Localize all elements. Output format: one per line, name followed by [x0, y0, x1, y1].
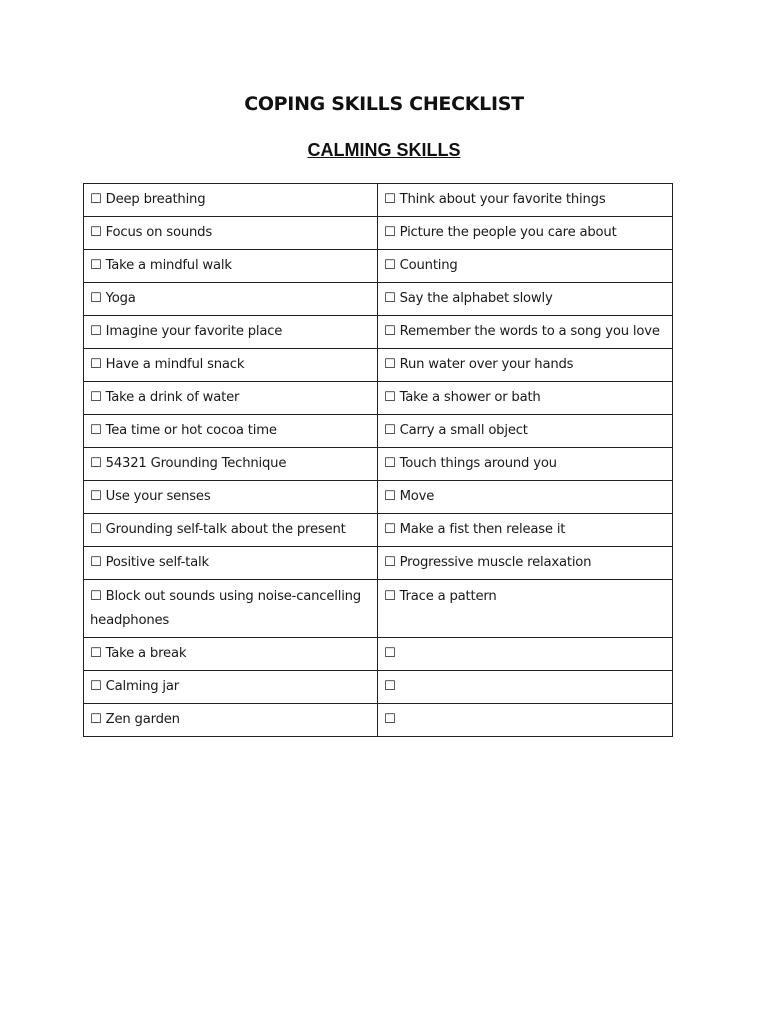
checkbox-icon[interactable]: ☐ — [90, 258, 102, 273]
checkbox-icon[interactable]: ☐ — [384, 522, 396, 537]
checklist-item-label: Zen garden — [105, 712, 180, 727]
checklist-item-label: Take a drink of water — [105, 390, 240, 405]
checklist-item — [378, 250, 673, 283]
checkbox-icon[interactable]: ☐ — [90, 589, 102, 604]
checkbox-icon[interactable]: ☐ — [384, 324, 396, 339]
checkbox-icon[interactable]: ☐ — [384, 423, 396, 438]
checklist-row — [84, 415, 673, 448]
checklist-item-label: Carry a small object — [399, 423, 528, 438]
checklist-item — [378, 415, 673, 448]
checklist-item-label: Picture the people you care about — [399, 225, 617, 240]
checklist-row — [84, 638, 673, 671]
checkbox-icon[interactable]: ☐ — [90, 324, 102, 339]
checklist-item-label: Remember the words to a song you love — [399, 324, 660, 339]
checklist-item-label: Progressive muscle relaxation — [399, 555, 592, 570]
checklist-item — [84, 638, 378, 671]
checklist-row — [84, 316, 673, 349]
checklist-item-label: Positive self-talk — [105, 555, 209, 570]
checklist-item — [378, 481, 673, 514]
checklist-row — [84, 349, 673, 382]
checklist-row — [84, 217, 673, 250]
checklist-item — [378, 514, 673, 547]
section-title: CALMING SKILLS — [307, 140, 461, 160]
checklist-item — [84, 704, 378, 737]
checkbox-icon[interactable]: ☐ — [90, 357, 102, 372]
checklist-item — [378, 316, 673, 349]
checklist-item-label: Take a mindful walk — [105, 258, 232, 273]
checklist-item-label: Tea time or hot cocoa time — [105, 423, 277, 438]
checklist-item — [84, 184, 378, 217]
checkbox-icon[interactable]: ☐ — [384, 555, 396, 570]
checklist-item-label: Grounding self-talk about the present — [105, 522, 346, 537]
checklist-item — [84, 481, 378, 514]
checklist-row — [84, 250, 673, 283]
checkbox-icon[interactable]: ☐ — [90, 489, 102, 504]
checklist-row — [84, 514, 673, 547]
checklist-row — [84, 283, 673, 316]
checkbox-icon[interactable]: ☐ — [384, 489, 396, 504]
checklist-item — [378, 283, 673, 316]
checkbox-icon[interactable]: ☐ — [90, 522, 102, 537]
checklist-item-label: Deep breathing — [105, 192, 206, 207]
checklist-item — [378, 704, 673, 737]
checkbox-icon[interactable]: ☐ — [384, 192, 396, 207]
checkbox-icon[interactable]: ☐ — [384, 357, 396, 372]
checkbox-icon[interactable]: ☐ — [384, 646, 396, 661]
checklist-row — [84, 547, 673, 580]
checklist-item-label: Make a fist then release it — [399, 522, 566, 537]
checkbox-icon[interactable]: ☐ — [384, 225, 396, 240]
checkbox-icon[interactable]: ☐ — [384, 456, 396, 471]
checkbox-icon[interactable]: ☐ — [90, 390, 102, 405]
checklist-item — [378, 217, 673, 250]
checklist-row — [84, 448, 673, 481]
checklist-item-label: Counting — [399, 258, 458, 273]
checklist-item — [84, 448, 378, 481]
checklist-item-label: Move — [399, 489, 435, 504]
checklist-item — [378, 349, 673, 382]
document-title: COPING SKILLS CHECKLIST — [244, 93, 524, 115]
checklist-row — [84, 704, 673, 737]
checklist-item-label: Think about your favorite things — [399, 192, 606, 207]
checklist-item-label: Have a mindful snack — [105, 357, 245, 372]
checkbox-icon[interactable]: ☐ — [90, 225, 102, 240]
checkbox-icon[interactable]: ☐ — [384, 589, 396, 604]
checklist-item-label: Trace a pattern — [399, 589, 497, 604]
checklist-item-label: Block out sounds using noise-cancelling headphones — [90, 589, 361, 628]
checkbox-icon[interactable]: ☐ — [90, 646, 102, 661]
checklist-table — [83, 183, 673, 737]
checkbox-icon[interactable]: ☐ — [384, 679, 396, 694]
checklist-item-label: Imagine your favorite place — [105, 324, 283, 339]
checklist-item-label: Use your senses — [105, 489, 211, 504]
checkbox-icon[interactable]: ☐ — [384, 712, 396, 727]
checklist-item — [84, 217, 378, 250]
checkbox-icon[interactable]: ☐ — [90, 555, 102, 570]
checklist-row — [84, 671, 673, 704]
checklist-item-label: Run water over your hands — [399, 357, 574, 372]
checklist-item — [84, 514, 378, 547]
checklist-item — [84, 415, 378, 448]
checklist-item — [378, 448, 673, 481]
checklist-item-label: Touch things around you — [399, 456, 557, 471]
checkbox-icon[interactable]: ☐ — [90, 712, 102, 727]
checklist-item-label: Take a shower or bath — [399, 390, 541, 405]
checklist-item — [84, 250, 378, 283]
checklist-item — [378, 671, 673, 704]
checklist-item — [378, 638, 673, 671]
checklist-row — [84, 184, 673, 217]
checklist-body — [84, 184, 673, 737]
checkbox-icon[interactable]: ☐ — [384, 390, 396, 405]
checkbox-icon[interactable]: ☐ — [90, 423, 102, 438]
checkbox-icon[interactable]: ☐ — [90, 456, 102, 471]
checklist-item-label: Focus on sounds — [105, 225, 212, 240]
checklist-row — [84, 382, 673, 415]
checklist-item — [84, 283, 378, 316]
checkbox-icon[interactable]: ☐ — [90, 192, 102, 207]
checklist-item — [84, 382, 378, 415]
checklist-item — [378, 184, 673, 217]
checklist-item — [84, 671, 378, 704]
checklist-item — [378, 580, 673, 638]
checklist-item — [84, 316, 378, 349]
checklist-item-label: Take a break — [105, 646, 187, 661]
checklist-item-label: Yoga — [105, 291, 136, 306]
checklist-row — [84, 580, 673, 638]
checklist-item — [84, 349, 378, 382]
checklist-item-label: Calming jar — [105, 679, 179, 694]
checklist-item — [84, 547, 378, 580]
checkbox-icon[interactable]: ☐ — [90, 679, 102, 694]
checklist-item — [378, 382, 673, 415]
checklist-item-label: 54321 Grounding Technique — [105, 456, 287, 471]
checklist-row — [84, 481, 673, 514]
checkbox-icon[interactable]: ☐ — [384, 258, 396, 273]
checklist-item — [84, 580, 378, 638]
checkbox-icon[interactable]: ☐ — [90, 291, 102, 306]
checklist-item — [378, 547, 673, 580]
checkbox-icon[interactable]: ☐ — [384, 291, 396, 306]
checklist-item-label: Say the alphabet slowly — [399, 291, 553, 306]
